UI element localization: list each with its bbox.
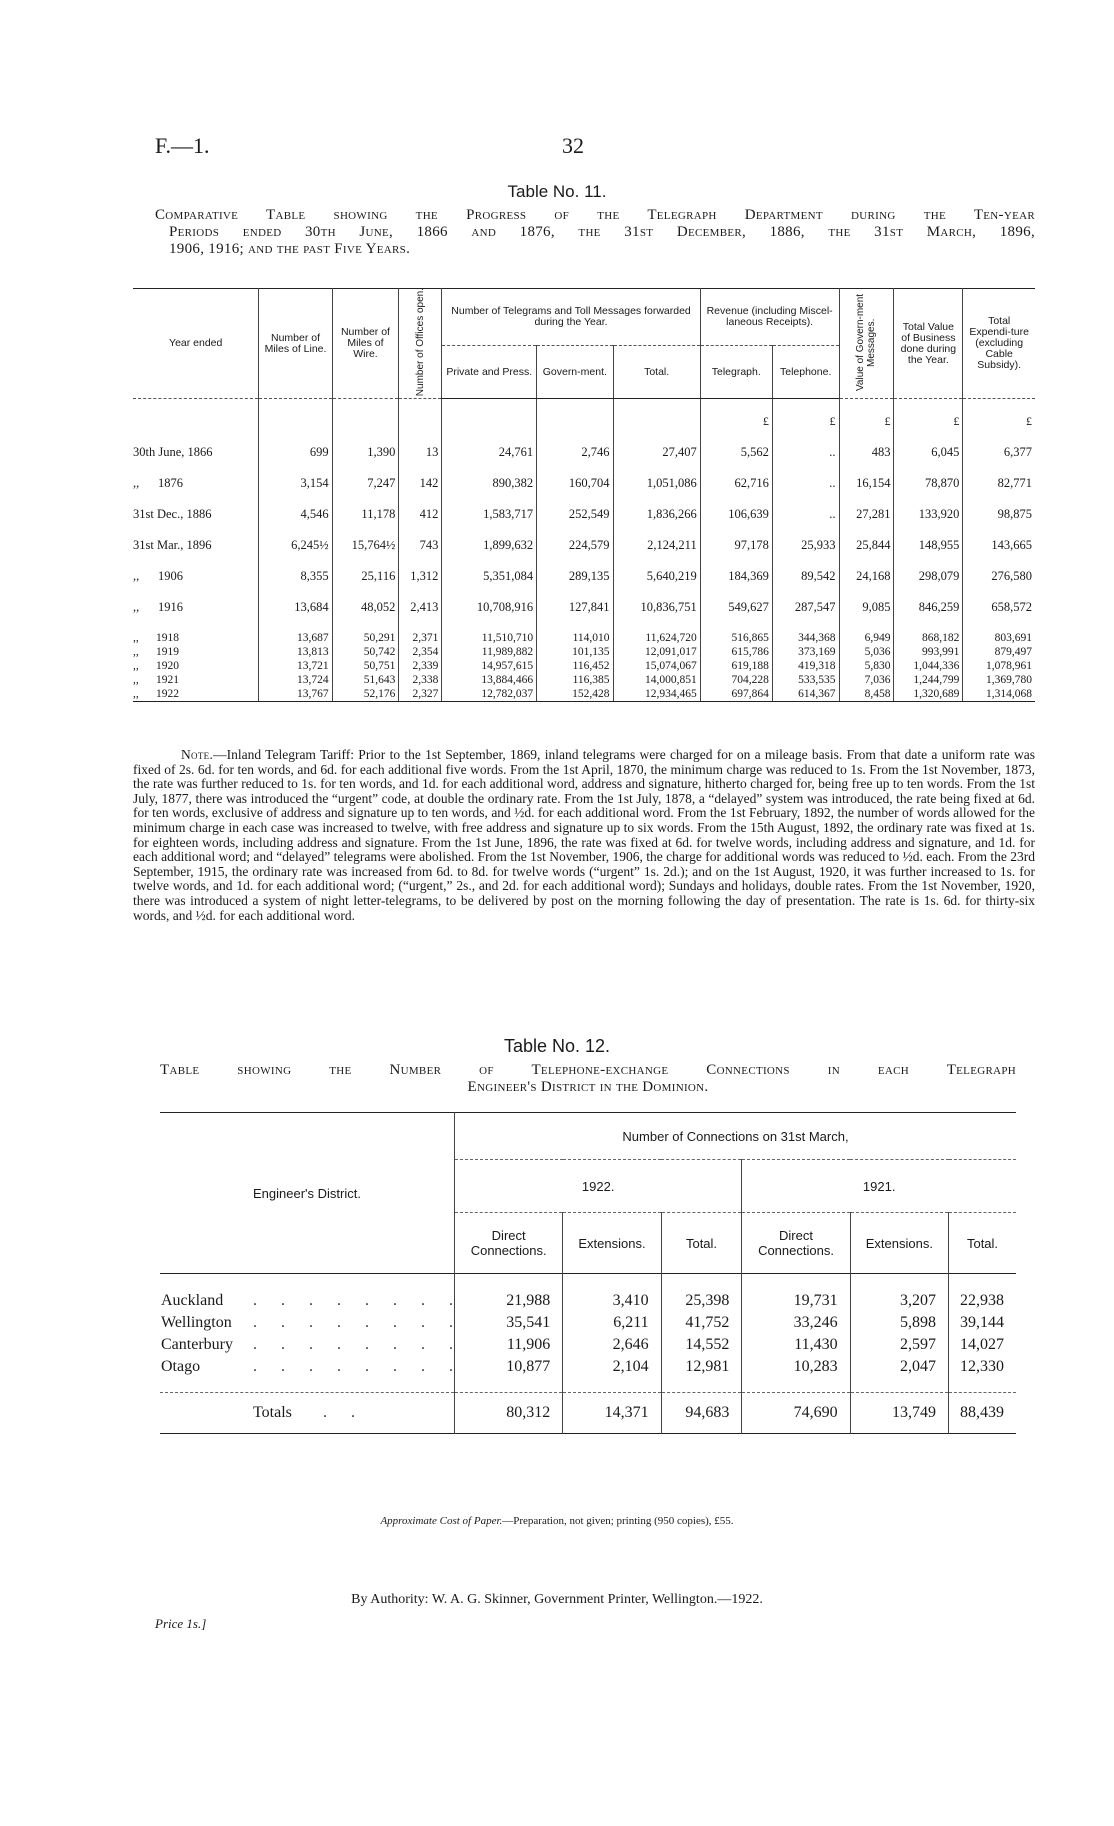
wire-cell: 1,390 xyxy=(332,429,399,460)
price: Price 1s.] xyxy=(155,1616,207,1631)
govt-value-cell: 5,036 xyxy=(839,645,894,659)
offices-cell: 2,371 xyxy=(399,631,442,645)
year-ended-cell: ,, 1906 xyxy=(133,569,183,583)
t22-cell: 41,752 xyxy=(661,1312,742,1334)
offices-cell: 2,339 xyxy=(399,659,442,673)
table12-caption xyxy=(160,1062,1016,1096)
total-e22-cell: 14,371 xyxy=(563,1393,661,1434)
d22-cell: 21,988 xyxy=(455,1290,563,1312)
header-total: Total. xyxy=(613,346,700,399)
header-year-1922: 1922. xyxy=(455,1160,742,1213)
govt-cell: 2,746 xyxy=(537,429,613,460)
units-row xyxy=(133,399,1035,430)
year-ended-cell: 31st Mar., 1896 xyxy=(133,538,212,552)
year-ended-cell: ,, 1918 xyxy=(133,632,179,644)
table-row xyxy=(133,553,1035,584)
year-ended-cell: ,, 1921 xyxy=(133,674,179,686)
cost-text: —Preparation, not given; printing (950 copies), £55. xyxy=(502,1515,734,1527)
header-government: Govern-ment. xyxy=(537,346,613,399)
note-label: Note. xyxy=(181,747,214,762)
private-cell: 11,510,710 xyxy=(442,631,537,645)
table12-caption-line: Engineer's District in the Dominion. xyxy=(467,1079,709,1095)
table-row xyxy=(133,673,1035,687)
leader-dots: .. xyxy=(323,1404,379,1421)
private-cell: 13,884,466 xyxy=(442,673,537,687)
govt-value-cell: 25,844 xyxy=(839,522,894,553)
telephone-cell: 614,367 xyxy=(772,687,839,702)
leader-dots: ........ xyxy=(253,1336,477,1353)
wire-cell: 25,116 xyxy=(332,553,399,584)
govt-value-cell: 16,154 xyxy=(839,460,894,491)
business-cell: 1,044,336 xyxy=(894,659,963,673)
year-ended-cell: ,, 1920 xyxy=(133,660,179,672)
line-cell: 8,355 xyxy=(259,553,332,584)
expenditure-cell: 1,314,068 xyxy=(963,687,1035,702)
wire-cell: 52,176 xyxy=(332,687,399,702)
year-ended-cell: ,, 1922 xyxy=(133,687,259,702)
business-cell: 298,079 xyxy=(894,553,963,584)
e21-cell: 2,047 xyxy=(850,1356,948,1378)
table-row xyxy=(133,491,1035,522)
business-cell: 6,045 xyxy=(894,429,963,460)
table11-caption-line: Comparative Table showing the Progress of the Telegraph Department during the Ten-year xyxy=(155,207,1035,223)
expenditure-cell: 82,771 xyxy=(963,460,1035,491)
govt-value-cell: 8,458 xyxy=(839,687,894,702)
table-row xyxy=(160,1356,1016,1378)
telegraph-cell: 704,228 xyxy=(700,673,772,687)
e22-cell: 3,410 xyxy=(563,1290,661,1312)
telegraph-cell: 5,562 xyxy=(700,429,772,460)
document-code: F.—1. xyxy=(155,133,210,158)
expenditure-cell: 879,497 xyxy=(963,645,1035,659)
t22-cell: 14,552 xyxy=(661,1334,742,1356)
business-cell: 133,920 xyxy=(894,491,963,522)
govt-cell: 116,385 xyxy=(537,673,613,687)
govt-cell: 114,010 xyxy=(537,631,613,645)
year-ended-cell: ,, 1919 xyxy=(133,646,179,658)
header-year-1921: 1921. xyxy=(742,1160,1016,1213)
header-revenue-group: Revenue (including Miscel-laneous Receipts). xyxy=(700,289,839,346)
govt-cell: 252,549 xyxy=(537,491,613,522)
year-ended-cell: 31st Dec., 1886 xyxy=(133,507,212,521)
year-ended-cell: ,, 1876 xyxy=(133,476,183,490)
total-cell: 10,836,751 xyxy=(613,584,700,615)
telegraph-cell: 619,188 xyxy=(700,659,772,673)
total-cell: 1,836,266 xyxy=(613,491,700,522)
table11-caption-line: Periods ended 30th June, 1866 and 1876, the 31st December, 1886, the 31st March, 1896, xyxy=(169,224,1035,240)
district-name: Auckland xyxy=(161,1292,224,1309)
offices-cell: 743 xyxy=(399,522,442,553)
telegraph-cell: 97,178 xyxy=(700,522,772,553)
d21-cell: 11,430 xyxy=(742,1334,850,1356)
t22-cell: 12,981 xyxy=(661,1356,742,1378)
total-cell: 11,624,720 xyxy=(613,631,700,645)
business-cell: 78,870 xyxy=(894,460,963,491)
business-cell: 846,259 xyxy=(894,584,963,615)
private-cell: 10,708,916 xyxy=(442,584,537,615)
header-total-1922: Total. xyxy=(661,1213,742,1274)
telephone-cell: 25,933 xyxy=(772,522,839,553)
govt-value-cell: 5,830 xyxy=(839,659,894,673)
spacer-row xyxy=(160,1274,1016,1291)
e22-cell: 2,646 xyxy=(563,1334,661,1356)
telephone-cell: .. xyxy=(772,429,839,460)
private-cell: 5,351,084 xyxy=(442,553,537,584)
wire-cell: 50,742 xyxy=(332,645,399,659)
offices-cell: 412 xyxy=(399,491,442,522)
year-ended-cell: ,, 1916 xyxy=(133,600,183,614)
line-cell: 13,687 xyxy=(259,631,332,645)
telephone-cell: .. xyxy=(772,491,839,522)
d22-cell: 11,906 xyxy=(455,1334,563,1356)
telephone-connections-table xyxy=(160,1112,1016,1444)
district-name: Otago xyxy=(161,1358,201,1375)
e21-cell: 5,898 xyxy=(850,1312,948,1334)
govt-cell: 116,452 xyxy=(537,659,613,673)
line-cell: 13,684 xyxy=(259,584,332,615)
telegraph-cell: 697,864 xyxy=(700,687,772,702)
telephone-cell: 287,547 xyxy=(772,584,839,615)
expenditure-cell: 143,665 xyxy=(963,522,1035,553)
header-extensions-1921: Extensions. xyxy=(850,1213,948,1274)
table-row xyxy=(133,631,1035,645)
offices-cell: 1,312 xyxy=(399,553,442,584)
telegraph-cell: 62,716 xyxy=(700,460,772,491)
d21-cell: 10,283 xyxy=(742,1356,850,1378)
telegraph-progress-table xyxy=(133,288,1035,702)
expenditure-cell: 276,580 xyxy=(963,553,1035,584)
table11-title: Table No. 11. xyxy=(507,182,607,201)
header-telegraph: Telegraph. xyxy=(700,346,772,399)
telegraph-cell: 184,369 xyxy=(700,553,772,584)
offices-cell: 2,413 xyxy=(399,584,442,615)
total-d21-cell: 74,690 xyxy=(742,1393,850,1434)
total-t21-cell: 88,439 xyxy=(949,1393,1016,1434)
leader-dots: ........ xyxy=(253,1292,477,1309)
business-cell: 993,991 xyxy=(894,645,963,659)
header-miles-wire: Number of Miles of Wire. xyxy=(332,289,399,399)
business-cell: 148,955 xyxy=(894,522,963,553)
wire-cell: 50,751 xyxy=(332,659,399,673)
header-total-1921: Total. xyxy=(949,1213,1016,1274)
business-cell: 1,320,689 xyxy=(894,687,963,702)
line-cell: 13,767 xyxy=(259,687,332,702)
cost-label: Approximate Cost of Paper. xyxy=(380,1515,503,1527)
telephone-cell: 373,169 xyxy=(772,645,839,659)
wire-cell: 15,764½ xyxy=(332,522,399,553)
district-cell xyxy=(160,1334,477,1356)
totals-label-cell xyxy=(160,1393,455,1434)
telegraph-cell: 516,865 xyxy=(700,631,772,645)
govt-value-cell: 6,949 xyxy=(839,631,894,645)
t21-cell: 22,938 xyxy=(949,1290,1016,1312)
total-cell: 14,000,851 xyxy=(613,673,700,687)
header-offices-open: Number of Offices open. xyxy=(399,289,442,399)
expenditure-cell: 803,691 xyxy=(963,631,1035,645)
private-cell: 24,761 xyxy=(442,429,537,460)
district-name: Canterbury xyxy=(161,1336,233,1353)
private-cell: 14,957,615 xyxy=(442,659,537,673)
business-cell: 868,182 xyxy=(894,631,963,645)
table-row xyxy=(133,687,1035,702)
district-cell xyxy=(160,1312,477,1334)
line-cell: 699 xyxy=(259,429,332,460)
header-business-value: Total Value of Business done during the Year. xyxy=(894,289,963,399)
line-cell: 13,724 xyxy=(259,673,332,687)
unit-pound: £ xyxy=(894,399,963,430)
table-row xyxy=(160,1334,1016,1356)
spacer-row xyxy=(160,1378,1016,1393)
leader-dots: ........ xyxy=(253,1314,477,1331)
table12-title: Table No. 12. xyxy=(503,1036,611,1056)
wire-cell: 11,178 xyxy=(332,491,399,522)
header-telephone: Telephone. xyxy=(772,346,839,399)
unit-pound: £ xyxy=(700,399,772,430)
private-cell: 890,382 xyxy=(442,460,537,491)
telegraph-cell: 615,786 xyxy=(700,645,772,659)
govt-value-cell: 24,168 xyxy=(839,553,894,584)
e22-cell: 6,211 xyxy=(563,1312,661,1334)
telephone-cell: .. xyxy=(772,460,839,491)
header-engineer-district: Engineer's District. xyxy=(253,1185,361,1201)
line-cell: 3,154 xyxy=(259,460,332,491)
header-expenditure: Total Expendi-ture (excluding Cable Subsidy). xyxy=(963,289,1035,399)
table-row xyxy=(133,645,1035,659)
table12-caption-line: Table showing the Number of Telephone-exchange Connections in each Telegraph xyxy=(160,1062,1016,1078)
total-cell: 12,934,465 xyxy=(613,687,700,702)
govt-cell: 127,841 xyxy=(537,584,613,615)
total-cell: 5,640,219 xyxy=(613,553,700,584)
table-row xyxy=(160,1312,1016,1334)
business-cell: 1,244,799 xyxy=(894,673,963,687)
header-year-ended: Year ended xyxy=(133,289,259,399)
offices-cell: 2,354 xyxy=(399,645,442,659)
govt-cell: 289,135 xyxy=(537,553,613,584)
govt-value-cell: 9,085 xyxy=(839,584,894,615)
header-private-press: Private and Press. xyxy=(442,346,537,399)
total-cell: 1,051,086 xyxy=(613,460,700,491)
telephone-cell: 344,368 xyxy=(772,631,839,645)
total-cell: 2,124,211 xyxy=(613,522,700,553)
d21-cell: 19,731 xyxy=(742,1290,850,1312)
district-name: Wellington xyxy=(161,1314,232,1331)
year-ended-cell: 30th June, 1866 xyxy=(133,445,213,459)
leader-dots: ........ xyxy=(253,1358,477,1375)
govt-value-cell: 483 xyxy=(839,429,894,460)
offices-cell: 142 xyxy=(399,460,442,491)
table-row xyxy=(133,429,1035,460)
govt-cell: 160,704 xyxy=(537,460,613,491)
expenditure-cell: 98,875 xyxy=(963,491,1035,522)
e21-cell: 3,207 xyxy=(850,1290,948,1312)
wire-cell: 48,052 xyxy=(332,584,399,615)
district-cell xyxy=(160,1356,477,1378)
e22-cell: 2,104 xyxy=(563,1356,661,1378)
govt-cell: 101,135 xyxy=(537,645,613,659)
note-text: —Inland Telegram Tariff: Prior to the 1st September, 1869, inland telegrams were charged for on a mileage basis. From that date a uniform rate was fixed of 2s. 6d. for ten words, and 6d. for each additional five words. From the 1st April, 1870, the minimum charge was reduced to 1s. From the 1st November, 1873, the rate was further reduced to 1s. for ten words, and 1d. for each additional word, address and signature, hitherto charged for, being free up to ten words. From the 1st July, 1877, there was introduced the “urgent” code, at double the ordinary rate. From the 1st July, 1878, a “delayed” system was introduced, the rate being fixed at 6d. for ten words, exclusive of address and signature up to ten words, and ½d. for each additional word. From the 1st February, 1892, the number of words allowed for the minimum charge in each case was increased to twelve, with free address and signature up to six words. From the 15th August, 1892, the ordinary rate was fixed at 1s. for eighteen words, including address and signature. From the 1st June, 1896, the rate was fixed at 6d. for twelve words, including address and signature, and 1d. for each additional word; and “delayed” telegrams were abolished. From the 1st November, 1906, the charge for additional words was reduced to ½d. each. From the 23rd September, 1915, the ordinary rate was increased from 6d. to 8d. for twelve words (“urgent” 1s. 2d.); and on the 1st August, 1920, it was further increased to 1s. for twelve words, and 1d. for each additional word; (“urgent,” 2s., and 2d. for each additional word); Sundays and holidays, double rates. From the 1st November, 1920, there was introduced a system of night letter-telegrams, to be delivered by post on the morning following the day of presentation. The rate is 1s. 6d. for thirty-six words, and ½d. for each additional word. xyxy=(133,747,1035,923)
telephone-cell: 89,542 xyxy=(772,553,839,584)
expenditure-cell: 1,369,780 xyxy=(963,673,1035,687)
header-direct-1921: Direct Connections. xyxy=(742,1213,850,1274)
total-t22-cell: 94,683 xyxy=(661,1393,742,1434)
private-cell: 11,989,882 xyxy=(442,645,537,659)
offices-cell: 2,327 xyxy=(399,687,442,702)
table-row xyxy=(160,1290,1016,1312)
d21-cell: 33,246 xyxy=(742,1312,850,1334)
t21-cell: 12,330 xyxy=(949,1356,1016,1378)
header-govt-messages-value: Value of Govern-ment Messages. xyxy=(839,289,894,399)
e21-cell: 2,597 xyxy=(850,1334,948,1356)
cost-note xyxy=(0,1515,1114,1527)
private-cell: 1,899,632 xyxy=(442,522,537,553)
offices-cell: 2,338 xyxy=(399,673,442,687)
header-direct-1922: Direct Connections. xyxy=(455,1213,563,1274)
wire-cell: 7,247 xyxy=(332,460,399,491)
expenditure-cell: 6,377 xyxy=(963,429,1035,460)
total-e21-cell: 13,749 xyxy=(850,1393,948,1434)
private-cell: 12,782,037 xyxy=(442,687,537,702)
spacer-row xyxy=(133,615,1035,631)
telephone-cell: 419,318 xyxy=(772,659,839,673)
table11-caption-line: 1906, 1916; and the past Five Years. xyxy=(169,241,411,257)
page-number: 32 xyxy=(562,133,584,158)
header-extensions-1922: Extensions. xyxy=(563,1213,661,1274)
d22-cell: 10,877 xyxy=(455,1356,563,1378)
table-row xyxy=(133,460,1035,491)
line-cell: 4,546 xyxy=(259,491,332,522)
line-cell: 13,813 xyxy=(259,645,332,659)
expenditure-cell: 1,078,961 xyxy=(963,659,1035,673)
govt-value-cell: 7,036 xyxy=(839,673,894,687)
line-cell: 13,721 xyxy=(259,659,332,673)
line-cell: 6,245½ xyxy=(259,522,332,553)
spacer-row xyxy=(160,1434,1016,1445)
telegraph-cell: 549,627 xyxy=(700,584,772,615)
total-cell: 27,407 xyxy=(613,429,700,460)
total-cell: 12,091,017 xyxy=(613,645,700,659)
unit-pound: £ xyxy=(963,399,1035,430)
t21-cell: 14,027 xyxy=(949,1334,1016,1356)
wire-cell: 50,291 xyxy=(332,631,399,645)
header-connections-group: Number of Connections on 31st March, xyxy=(455,1113,1017,1160)
private-cell: 1,583,717 xyxy=(442,491,537,522)
govt-cell: 224,579 xyxy=(537,522,613,553)
telephone-cell: 533,535 xyxy=(772,673,839,687)
table-row xyxy=(133,522,1035,553)
telegraph-cell: 106,639 xyxy=(700,491,772,522)
table-row xyxy=(133,659,1035,673)
total-d22-cell: 80,312 xyxy=(455,1393,563,1434)
expenditure-cell: 658,572 xyxy=(963,584,1035,615)
district-cell xyxy=(160,1290,477,1312)
d22-cell: 35,541 xyxy=(455,1312,563,1334)
totals-label: Totals xyxy=(253,1404,292,1421)
t21-cell: 39,144 xyxy=(949,1312,1016,1334)
tariff-note xyxy=(133,748,1035,923)
offices-cell: 13 xyxy=(399,429,442,460)
wire-cell: 51,643 xyxy=(332,673,399,687)
table11-caption xyxy=(155,207,1035,258)
header-miles-line: Number of Miles of Line. xyxy=(259,289,332,399)
header-telegrams-group: Number of Telegrams and Toll Messages forwarded during the Year. xyxy=(442,289,700,346)
table-row xyxy=(133,584,1035,615)
unit-pound: £ xyxy=(839,399,894,430)
t22-cell: 25,398 xyxy=(661,1290,742,1312)
totals-row xyxy=(160,1393,1016,1434)
unit-pound: £ xyxy=(772,399,839,430)
authority-line: By Authority: W. A. G. Skinner, Government Printer, Wellington.—1922. xyxy=(351,1592,763,1607)
govt-value-cell: 27,281 xyxy=(839,491,894,522)
govt-cell: 152,428 xyxy=(537,687,613,702)
total-cell: 15,074,067 xyxy=(613,659,700,673)
